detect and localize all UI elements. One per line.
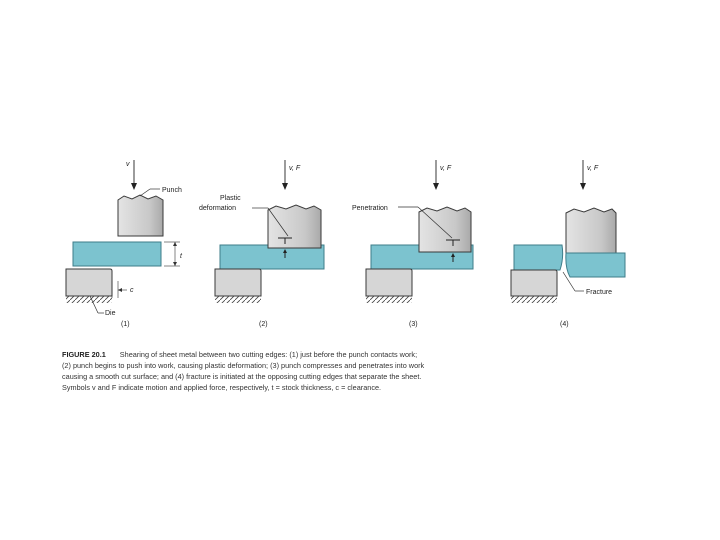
- die-hatch: [511, 296, 557, 303]
- caption-line-1: [62, 349, 632, 360]
- plastic-deformation-label-line-2: deformation: [199, 205, 236, 212]
- die-hatch: [366, 296, 412, 303]
- velocity-force-arrow: [433, 160, 439, 190]
- sheet-metal: [220, 245, 324, 269]
- fracture-label: Fracture: [586, 289, 613, 296]
- caption-line-3: causing a smooth cut surface; and (4) fracture is initiated at the opposing cutting edges that separate the sheet.: [62, 372, 422, 381]
- punch-label: Punch: [162, 187, 182, 194]
- penetration-label: Penetration: [352, 205, 388, 212]
- die-label: Die: [105, 310, 116, 317]
- velocity-label: v: [126, 161, 130, 168]
- stage-number: (2): [259, 321, 268, 328]
- velocity-arrow: [131, 160, 137, 190]
- sheet-metal-slug: [566, 253, 625, 277]
- die: [215, 269, 261, 296]
- die: [511, 270, 557, 296]
- punch: [566, 208, 616, 253]
- figure-caption: [62, 349, 632, 393]
- velocity-force-label: v, F: [289, 165, 301, 172]
- punch: [268, 205, 321, 248]
- caption-line-4: Symbols v and F indicate motion and applied force, respectively, t = stock thickness, c = clearance.: [62, 383, 382, 392]
- velocity-force-label: v, F: [587, 165, 599, 172]
- stage-2: [199, 160, 324, 328]
- punch: [118, 195, 163, 236]
- velocity-force-label: v, F: [440, 165, 452, 172]
- clearance-label: c: [130, 287, 134, 294]
- thickness-dimension: [164, 242, 180, 266]
- die: [366, 269, 412, 296]
- stage-3: [352, 160, 473, 328]
- stage-4: [511, 160, 625, 328]
- die-hatch: [215, 296, 261, 303]
- caption-text-1: Shearing of sheet metal between two cutting edges: (1) just before the punch contacts work;: [119, 350, 418, 359]
- die: [66, 269, 112, 296]
- stage-number: (4): [560, 321, 569, 328]
- punch: [419, 207, 471, 252]
- stage-number: (3): [409, 321, 418, 328]
- die-hatch: [66, 296, 112, 303]
- caption-line-2: (2) punch begins to push into work, causing plastic deformation; (3) punch compresses and penetrates into work: [62, 361, 425, 370]
- caption-label: FIGURE 20.1: [62, 350, 106, 359]
- punch-leader: [140, 189, 160, 196]
- sheet-metal: [73, 242, 161, 266]
- stage-1: [66, 160, 183, 328]
- clearance-dimension: [112, 281, 127, 298]
- plastic-deformation-label-line-1: Plastic: [220, 195, 241, 202]
- velocity-force-arrow: [580, 160, 586, 190]
- velocity-force-arrow: [282, 160, 288, 190]
- thickness-label: t: [180, 253, 182, 260]
- sheet-metal-remaining: [514, 245, 563, 270]
- stage-number: (1): [121, 321, 130, 328]
